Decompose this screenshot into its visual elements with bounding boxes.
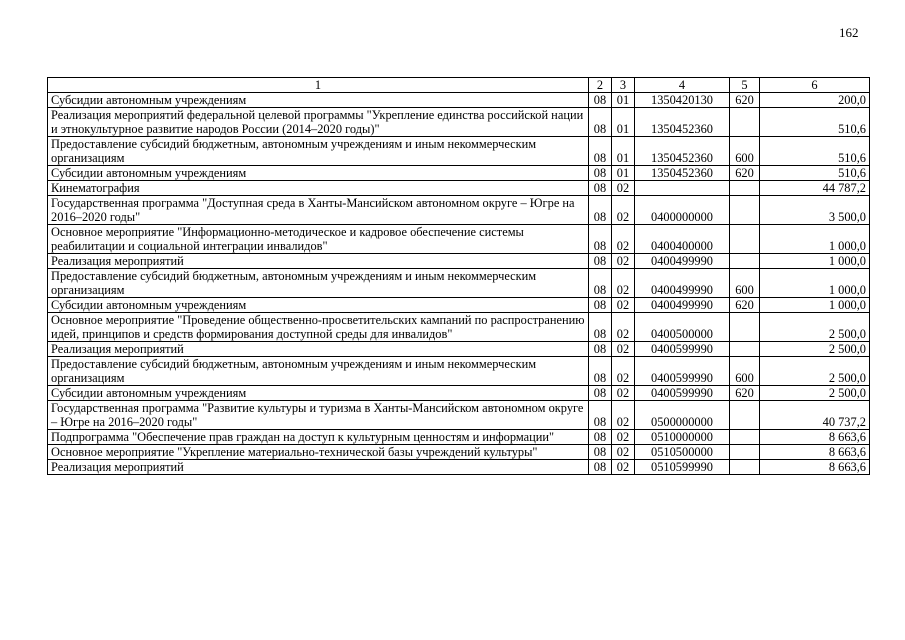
row-name-cell: Предоставление субсидий бюджетным, автономным учреждениям и иным некоммерческим организациям xyxy=(48,357,589,386)
table-row xyxy=(48,181,870,196)
row-section-cell: 08 xyxy=(589,181,612,196)
row-target-article-cell: 1350452360 xyxy=(635,137,730,166)
row-amount-cell: 2 500,0 xyxy=(760,313,870,342)
row-name-cell: Государственная программа "Развитие культуры и туризма в Ханты-Мансийском автономном округе – Югре на 2016–2020 годы" xyxy=(48,401,589,430)
row-name-cell: Субсидии автономным учреждениям xyxy=(48,93,589,108)
header-col-3: 3 xyxy=(612,78,635,93)
row-expense-type-cell: 600 xyxy=(730,269,760,298)
row-subsection-cell: 02 xyxy=(612,181,635,196)
header-col-5: 5 xyxy=(730,78,760,93)
row-amount-cell: 510,6 xyxy=(760,166,870,181)
row-expense-type-cell: 600 xyxy=(730,137,760,166)
row-amount-cell: 1 000,0 xyxy=(760,298,870,313)
row-subsection-cell: 01 xyxy=(612,108,635,137)
table-row xyxy=(48,196,870,225)
row-section-cell: 08 xyxy=(589,269,612,298)
row-section-cell: 08 xyxy=(589,342,612,357)
row-expense-type-cell: 620 xyxy=(730,298,760,313)
row-target-article-cell: 0400400000 xyxy=(635,225,730,254)
row-name-cell: Реализация мероприятий федеральной целевой программы "Укрепление единства российской нации и этнокультурное развитие народов России (2014–2020 годы)" xyxy=(48,108,589,137)
row-subsection-cell: 02 xyxy=(612,225,635,254)
row-amount-cell: 2 500,0 xyxy=(760,386,870,401)
row-target-article-cell: 1350452360 xyxy=(635,108,730,137)
table-row xyxy=(48,298,870,313)
row-section-cell: 08 xyxy=(589,108,612,137)
row-amount-cell: 40 737,2 xyxy=(760,401,870,430)
row-name-cell: Субсидии автономным учреждениям xyxy=(48,166,589,181)
row-amount-cell: 1 000,0 xyxy=(760,269,870,298)
page-number: 162 xyxy=(839,25,859,40)
row-expense-type-cell xyxy=(730,430,760,445)
row-expense-type-cell xyxy=(730,445,760,460)
row-section-cell: 08 xyxy=(589,137,612,166)
row-name-cell: Государственная программа "Доступная среда в Ханты-Мансийском автономном округе – Югре на 2016–2020 годы" xyxy=(48,196,589,225)
header-col-1: 1 xyxy=(48,78,589,93)
row-subsection-cell: 02 xyxy=(612,386,635,401)
row-section-cell: 08 xyxy=(589,445,612,460)
row-name-cell: Реализация мероприятий xyxy=(48,342,589,357)
row-amount-cell: 1 000,0 xyxy=(760,225,870,254)
row-expense-type-cell xyxy=(730,401,760,430)
row-target-article-cell: 0400499990 xyxy=(635,269,730,298)
row-name-cell: Подпрограмма "Обеспечение прав граждан на доступ к культурным ценностям и информации" xyxy=(48,430,589,445)
row-section-cell: 08 xyxy=(589,357,612,386)
row-amount-cell: 3 500,0 xyxy=(760,196,870,225)
row-expense-type-cell xyxy=(730,342,760,357)
row-section-cell: 08 xyxy=(589,460,612,475)
header-col-6: 6 xyxy=(760,78,870,93)
table-row xyxy=(48,401,870,430)
row-subsection-cell: 01 xyxy=(612,93,635,108)
row-expense-type-cell: 620 xyxy=(730,166,760,181)
row-expense-type-cell xyxy=(730,460,760,475)
table-row xyxy=(48,430,870,445)
row-name-cell: Реализация мероприятий xyxy=(48,254,589,269)
row-amount-cell: 510,6 xyxy=(760,108,870,137)
row-subsection-cell: 02 xyxy=(612,196,635,225)
row-section-cell: 08 xyxy=(589,313,612,342)
row-section-cell: 08 xyxy=(589,225,612,254)
row-target-article-cell: 0500000000 xyxy=(635,401,730,430)
row-target-article-cell: 0400499990 xyxy=(635,254,730,269)
budget-table xyxy=(47,77,870,475)
row-amount-cell: 2 500,0 xyxy=(760,342,870,357)
row-amount-cell: 200,0 xyxy=(760,93,870,108)
row-expense-type-cell xyxy=(730,196,760,225)
header-col-4: 4 xyxy=(635,78,730,93)
row-name-cell: Основное мероприятие "Проведение общественно-просветительских кампаний по распространению идей, принципов и средств формирования доступной среды для инвалидов" xyxy=(48,313,589,342)
table-header-row xyxy=(48,78,870,93)
table-row xyxy=(48,445,870,460)
table-row xyxy=(48,137,870,166)
table-row xyxy=(48,342,870,357)
row-target-article-cell: 0400599990 xyxy=(635,342,730,357)
row-subsection-cell: 02 xyxy=(612,313,635,342)
row-expense-type-cell: 620 xyxy=(730,93,760,108)
row-expense-type-cell xyxy=(730,254,760,269)
row-amount-cell: 510,6 xyxy=(760,137,870,166)
table-row xyxy=(48,269,870,298)
row-subsection-cell: 02 xyxy=(612,254,635,269)
table-row xyxy=(48,386,870,401)
row-target-article-cell: 0510599990 xyxy=(635,460,730,475)
row-amount-cell: 8 663,6 xyxy=(760,430,870,445)
row-section-cell: 08 xyxy=(589,254,612,269)
row-subsection-cell: 01 xyxy=(612,166,635,181)
row-subsection-cell: 02 xyxy=(612,342,635,357)
row-target-article-cell xyxy=(635,181,730,196)
header-col-2: 2 xyxy=(589,78,612,93)
row-section-cell: 08 xyxy=(589,298,612,313)
row-expense-type-cell xyxy=(730,108,760,137)
row-expense-type-cell xyxy=(730,181,760,196)
table-row xyxy=(48,166,870,181)
row-section-cell: 08 xyxy=(589,196,612,225)
table-row xyxy=(48,254,870,269)
row-expense-type-cell: 620 xyxy=(730,386,760,401)
row-expense-type-cell: 600 xyxy=(730,357,760,386)
table-row xyxy=(48,313,870,342)
row-subsection-cell: 02 xyxy=(612,430,635,445)
row-name-cell: Кинематография xyxy=(48,181,589,196)
row-target-article-cell: 1350452360 xyxy=(635,166,730,181)
row-amount-cell: 8 663,6 xyxy=(760,460,870,475)
row-target-article-cell: 0400500000 xyxy=(635,313,730,342)
row-amount-cell: 44 787,2 xyxy=(760,181,870,196)
row-subsection-cell: 02 xyxy=(612,269,635,298)
row-target-article-cell: 0400000000 xyxy=(635,196,730,225)
row-name-cell: Субсидии автономным учреждениям xyxy=(48,298,589,313)
row-name-cell: Субсидии автономным учреждениям xyxy=(48,386,589,401)
row-target-article-cell: 0510000000 xyxy=(635,430,730,445)
row-subsection-cell: 02 xyxy=(612,445,635,460)
row-section-cell: 08 xyxy=(589,93,612,108)
row-target-article-cell: 0400599990 xyxy=(635,357,730,386)
row-subsection-cell: 02 xyxy=(612,460,635,475)
row-section-cell: 08 xyxy=(589,386,612,401)
row-section-cell: 08 xyxy=(589,430,612,445)
row-amount-cell: 8 663,6 xyxy=(760,445,870,460)
row-amount-cell: 1 000,0 xyxy=(760,254,870,269)
row-target-article-cell: 0400499990 xyxy=(635,298,730,313)
row-expense-type-cell xyxy=(730,225,760,254)
row-expense-type-cell xyxy=(730,313,760,342)
row-name-cell: Предоставление субсидий бюджетным, автономным учреждениям и иным некоммерческим организациям xyxy=(48,137,589,166)
row-target-article-cell: 0400599990 xyxy=(635,386,730,401)
row-name-cell: Реализация мероприятий xyxy=(48,460,589,475)
row-amount-cell: 2 500,0 xyxy=(760,357,870,386)
table-row xyxy=(48,460,870,475)
row-name-cell: Основное мероприятие "Информационно-методическое и кадровое обеспечение системы реабилитации и социальной интеграции инвалидов" xyxy=(48,225,589,254)
row-section-cell: 08 xyxy=(589,401,612,430)
row-subsection-cell: 02 xyxy=(612,401,635,430)
row-subsection-cell: 01 xyxy=(612,137,635,166)
table-row xyxy=(48,357,870,386)
row-section-cell: 08 xyxy=(589,166,612,181)
row-subsection-cell: 02 xyxy=(612,357,635,386)
table-row xyxy=(48,93,870,108)
row-name-cell: Основное мероприятие "Укрепление материально-технической базы учреждений культуры" xyxy=(48,445,589,460)
table-row xyxy=(48,108,870,137)
table-row xyxy=(48,225,870,254)
row-target-article-cell: 0510500000 xyxy=(635,445,730,460)
row-subsection-cell: 02 xyxy=(612,298,635,313)
row-target-article-cell: 1350420130 xyxy=(635,93,730,108)
row-name-cell: Предоставление субсидий бюджетным, автономным учреждениям и иным некоммерческим организациям xyxy=(48,269,589,298)
